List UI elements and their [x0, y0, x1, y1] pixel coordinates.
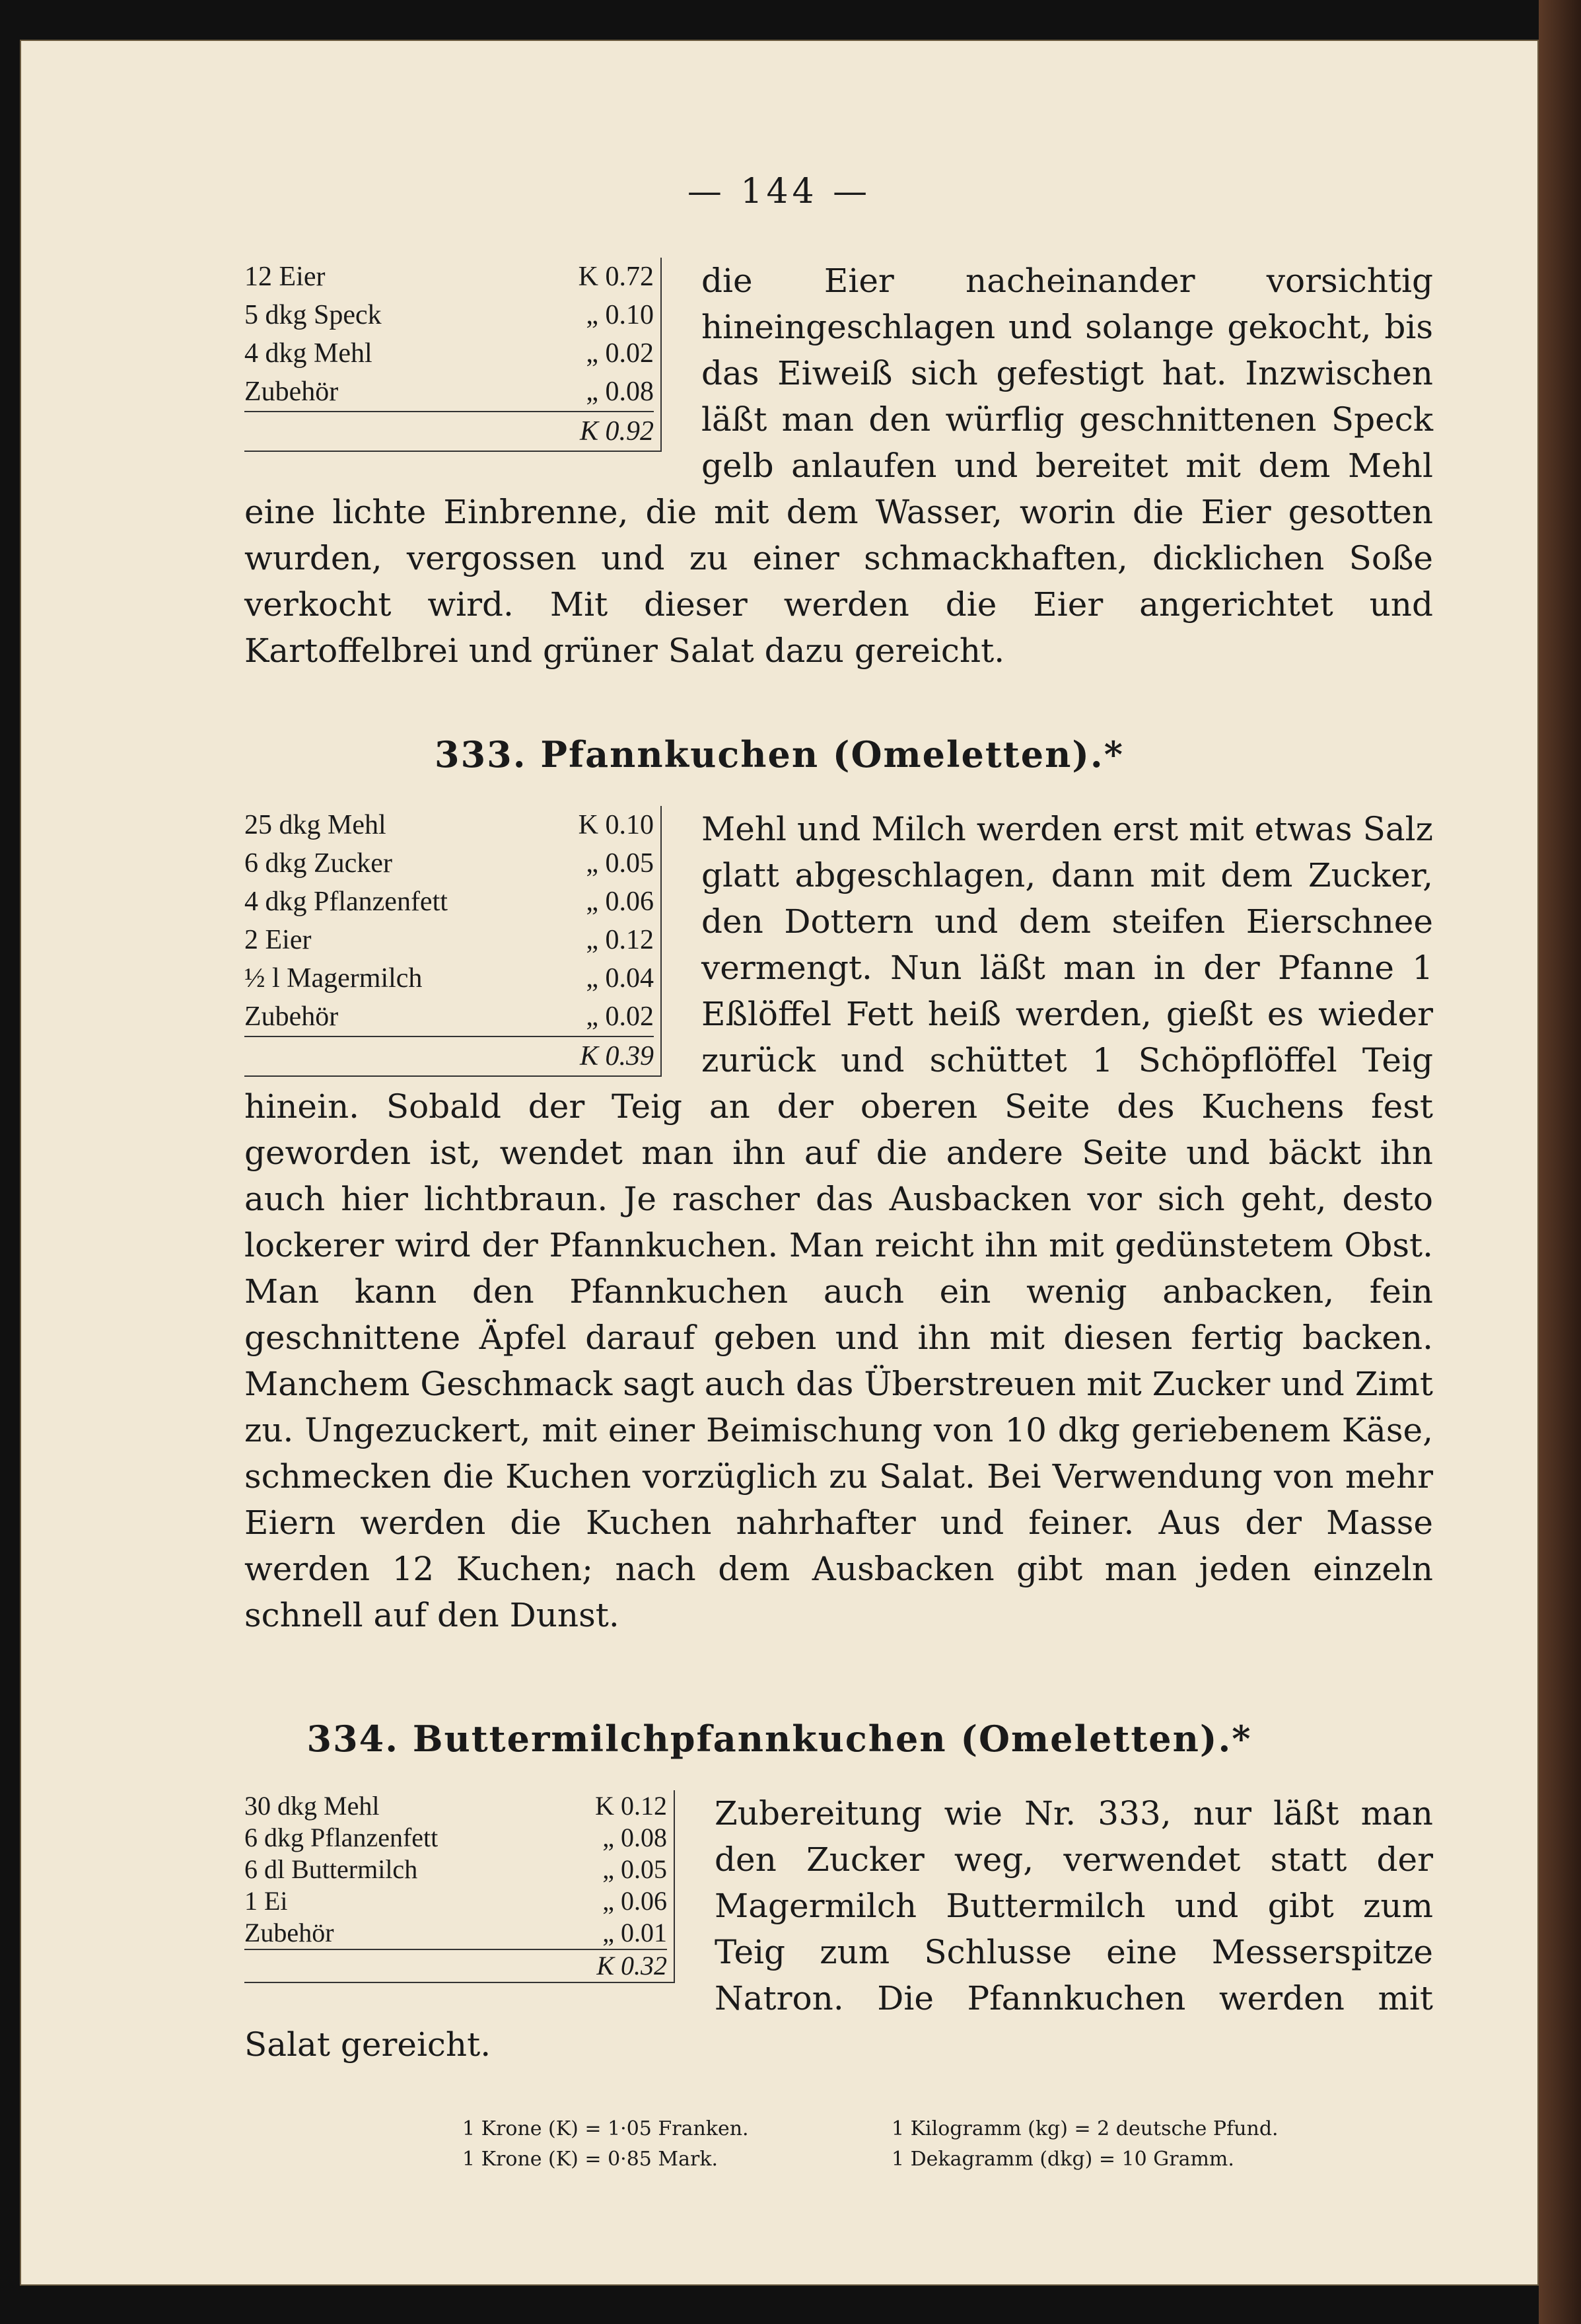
page-number: — 144 —	[687, 172, 872, 211]
ingredient-row: Zubehör „ 0.08	[244, 377, 654, 407]
ingredient-list	[244, 806, 662, 1077]
recipe-334	[244, 1790, 1433, 2068]
footnotes	[462, 2114, 1321, 2175]
ingredient-row: ½ l Magermilch „ 0.04	[244, 963, 654, 994]
ingredient-total: K 0.39	[244, 1036, 654, 1075]
ingredient-row: 6 dl Buttermilch „ 0.05	[244, 1854, 667, 1884]
recipe-continuation	[244, 258, 1433, 674]
ingredient-row: 12 Eier K 0.72	[244, 262, 654, 292]
ingredient-row: 5 dkg Speck „ 0.10	[244, 300, 654, 330]
ingredient-row: 25 dkg Mehl K 0.10	[244, 810, 654, 840]
footnote: 1 Dekagramm (dkg) = 10 Gramm.	[892, 2148, 1234, 2171]
recipe-heading: 334. Buttermilchpfannkuchen (Omeletten).*	[306, 1718, 1252, 1760]
ingredient-row: Zubehör „ 0.02	[244, 1001, 654, 1032]
recipe-text: die Eier nacheinander vorsichtig hineingeschlagen und solange gekocht, bis das Eiweiß sich gefestigt hat. Inzwischen läßt man den würflig geschnittenen Speck gelb anlaufen und bereitet mit dem Mehl eine lichte Einbrenne, die mit dem Wasser, worin die Eier gesotten wurden, vergossen und zu einer schmackhaften, dicklichen Soße verkocht wird. Mit dieser werden die Eier angerichtet und Kartoffelbrei und grüner Salat dazu gereicht.	[244, 262, 1433, 670]
recipe-text: Mehl und Milch werden erst mit etwas Salz glatt abgeschlagen, dann mit dem Zucker, den Dottern und dem steifen Eierschnee vermengt. Nun läßt man in der Pfanne 1 Eßlöffel Fett heiß werden, gießt es wieder zurück und schüttet 1 Schöpflöffel Teig hinein. Sobald der Teig an der oberen Seite des Kuchens fest geworden ist, wendet man ihn auf die andere Seite und bäckt ihn auch hier lichtbraun. Je rascher das Ausbacken vor sich geht, desto lockerer wird der Pfannkuchen. Man reicht ihn mit gedünstetem Obst. Man kann den Pfannkuchen auch ein wenig anbacken, fein geschnittene Äpfel darauf geben und ihn mit diesen fertig backen. Manchem Geschmack sagt auch das Überstreuen mit Zucker und Zimt zu. Ungezuckert, mit einer Beimischung von 10 dkg geriebenem Käse, schmecken die Kuchen vorzüglich zu Salat. Bei Verwendung von mehr Eiern werden die Kuchen nahrhafter und feiner. Aus der Masse werden 12 Kuchen; nach dem Ausbacken gibt man jeden einzeln schnell auf den Dunst.	[244, 810, 1433, 1634]
ingredient-total: K 0.32	[244, 1949, 667, 1982]
ingredient-list	[244, 258, 662, 452]
ingredient-total: K 0.92	[244, 411, 654, 451]
ingredient-row: 4 dkg Mehl „ 0.02	[244, 338, 654, 369]
ingredient-row: 30 dkg Mehl K 0.12	[244, 1791, 667, 1821]
footnote: 1 Krone (K) = 1·05 Franken.	[462, 2117, 749, 2140]
ingredient-row: 6 dkg Pflanzenfett „ 0.08	[244, 1823, 667, 1852]
ingredient-row: 6 dkg Zucker „ 0.05	[244, 848, 654, 879]
book-binding	[1539, 0, 1581, 2324]
recipe-heading: 333. Pfannkuchen (Omeletten).*	[435, 733, 1124, 776]
recipe-text: Zubereitung wie Nr. 333, nur läßt man den Zucker weg, verwendet statt der Magermilch Buttermilch und gibt zum Teig zum Schlusse eine Messerspitze Natron. Die Pfannkuchen werden mit Salat gereicht.	[244, 1794, 1433, 2064]
ingredient-row: 4 dkg Pflanzenfett „ 0.06	[244, 887, 654, 917]
footnote: 1 Krone (K) = 0·85 Mark.	[462, 2148, 719, 2171]
ingredient-row: 2 Eier „ 0.12	[244, 925, 654, 955]
ingredient-row: Zubehör „ 0.01	[244, 1918, 667, 1947]
recipe-333	[244, 806, 1433, 1638]
ingredient-row: 1 Ei „ 0.06	[244, 1886, 667, 1916]
footnote: 1 Kilogramm (kg) = 2 deutsche Pfund.	[892, 2117, 1279, 2140]
book-page	[20, 40, 1539, 2286]
ingredient-list	[244, 1790, 675, 1983]
